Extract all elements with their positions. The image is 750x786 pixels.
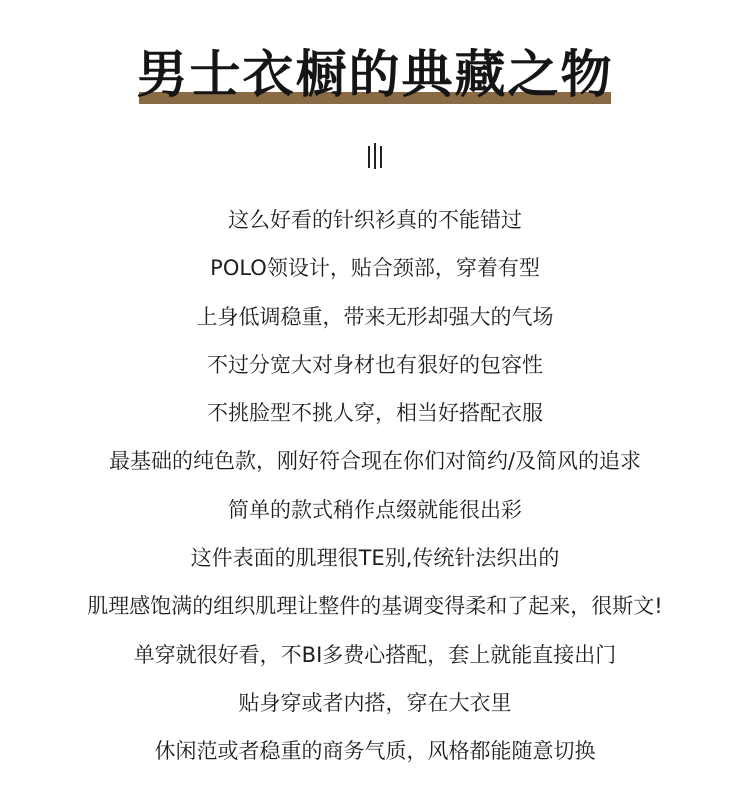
description-line: 不挑脸型不挑人穿，相当好搭配衣服: [207, 401, 543, 426]
description-line: 这么好看的针织衫真的不能错过: [228, 208, 522, 232]
page-title: 男士衣橱的典藏之物: [136, 46, 614, 105]
description-lines: [0, 196, 750, 776]
description-line: 最基础的纯色款，刚好符合现在你们对简约/及简风的追求: [108, 449, 642, 474]
bar-right: [380, 146, 382, 168]
description-line: 简单的款式稍作点缀就能很出彩: [228, 497, 522, 522]
triple-bar-icon: [366, 143, 384, 169]
description-line: 单穿就很好看，不BI多费心搭配，套上就能直接出门: [133, 642, 617, 667]
description-line: 休闲范或者稳重的商务气质，风格都能随意切换: [154, 739, 596, 764]
description-line: 肌理感饱满的组织肌理让整件的基调变得柔和了起来，很斯文!: [87, 594, 663, 619]
bar-left: [368, 146, 370, 168]
description-line: 这件表面的肌理很TE别,传统针法织出的: [190, 546, 560, 571]
title-section: [0, 0, 750, 120]
description-line: 不过分宽大对身材也有狠好的包容性: [207, 352, 543, 377]
description-line: POLO领设计，贴合颈部，穿着有型: [210, 256, 540, 281]
bar-center: [374, 143, 376, 169]
description-line: 贴身穿或者内搭，穿在大衣里: [238, 690, 512, 715]
description-line: 上身低调稳重，带来无形却强大的气场: [196, 304, 554, 329]
